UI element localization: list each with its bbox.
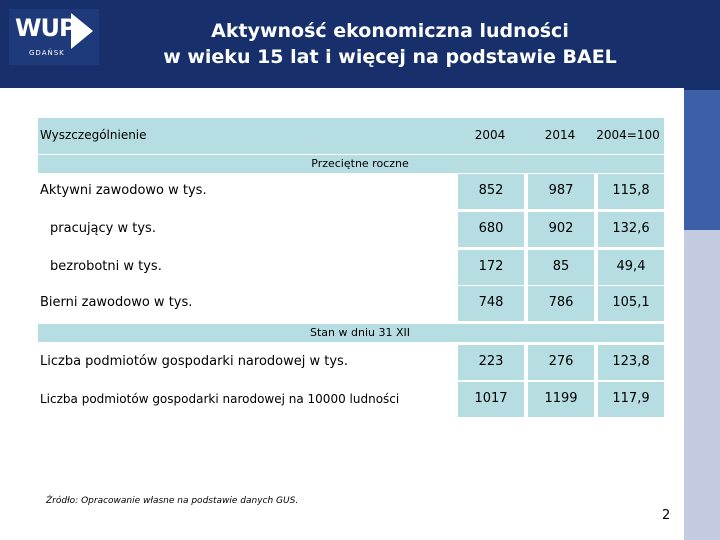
table-header xyxy=(38,118,664,154)
value-cell xyxy=(598,174,664,209)
table-row xyxy=(38,382,664,417)
value-cell xyxy=(458,250,524,285)
right-decor-bar xyxy=(684,0,720,540)
value-index: 123,8 xyxy=(612,354,650,369)
title-line-1: Aktywność ekonomiczna ludności xyxy=(211,20,569,42)
header-col-2014: 2014 xyxy=(544,128,576,142)
title-line-2: w wieku 15 lat i więcej na podstawie BAEL xyxy=(163,46,617,68)
row-label: bezrobotni w tys. xyxy=(50,259,162,274)
table-row xyxy=(38,286,664,321)
right-decor-top xyxy=(684,0,720,90)
page-title xyxy=(110,18,670,70)
value-index: 105,1 xyxy=(612,295,650,310)
value-cell xyxy=(598,212,664,247)
header-band xyxy=(0,0,684,88)
value-2014: 85 xyxy=(552,259,570,274)
value-2014: 1199 xyxy=(544,391,578,406)
value-2004: 680 xyxy=(478,221,504,236)
value-cell xyxy=(458,345,524,380)
value-cell xyxy=(528,174,594,209)
logo-subtext: GDAŃSK xyxy=(29,49,65,57)
value-cell xyxy=(458,212,524,247)
value-cell xyxy=(528,345,594,380)
arrow-icon xyxy=(71,13,93,49)
right-decor-bottom xyxy=(684,230,720,540)
source-note: Źródło: Opracowanie własne na podstawie danych GUS. xyxy=(46,496,299,506)
row-label: Bierni zawodowo w tys. xyxy=(40,295,193,310)
value-2004: 172 xyxy=(478,259,504,274)
value-cell xyxy=(458,382,524,417)
row-label: Liczba podmiotów gospodarki narodowej w tys. xyxy=(40,354,348,369)
value-cell xyxy=(528,250,594,285)
row-label: Liczba podmiotów gospodarki narodowej na 10000 ludności xyxy=(40,392,400,406)
section-label-year-end: Stan w dniu 31 XII xyxy=(310,326,410,339)
logo-text: WUP xyxy=(15,14,76,42)
value-2004: 1017 xyxy=(474,391,508,406)
value-cell xyxy=(458,174,524,209)
value-cell xyxy=(598,382,664,417)
row-label: pracujący w tys. xyxy=(50,221,156,236)
section-label-annual: Przeciętne roczne xyxy=(311,157,409,170)
header-col-index: 2004=100 xyxy=(596,128,660,142)
value-2014: 902 xyxy=(548,221,574,236)
value-cell xyxy=(598,286,664,321)
value-cell xyxy=(528,382,594,417)
value-2014: 276 xyxy=(548,354,574,369)
value-2004: 223 xyxy=(478,354,504,369)
page-number: 2 xyxy=(662,508,671,523)
value-cell xyxy=(458,286,524,321)
wup-logo xyxy=(9,9,99,65)
table-row xyxy=(38,174,664,209)
value-cell xyxy=(528,212,594,247)
table-row xyxy=(38,250,664,285)
row-label: Aktywni zawodowo w tys. xyxy=(40,183,207,198)
value-2004: 748 xyxy=(478,295,504,310)
header-col-2004: 2004 xyxy=(474,128,506,142)
value-2014: 786 xyxy=(548,295,574,310)
table-row xyxy=(38,345,664,380)
value-2014: 987 xyxy=(548,183,574,198)
value-index: 115,8 xyxy=(612,183,650,198)
table-row xyxy=(38,212,664,247)
header-label: Wyszczególnienie xyxy=(40,128,147,142)
value-index: 132,6 xyxy=(612,221,650,236)
value-2004: 852 xyxy=(478,183,504,198)
value-index: 117,9 xyxy=(612,391,650,406)
value-cell xyxy=(528,286,594,321)
value-cell xyxy=(598,250,664,285)
value-cell xyxy=(598,345,664,380)
value-index: 49,4 xyxy=(616,259,646,274)
